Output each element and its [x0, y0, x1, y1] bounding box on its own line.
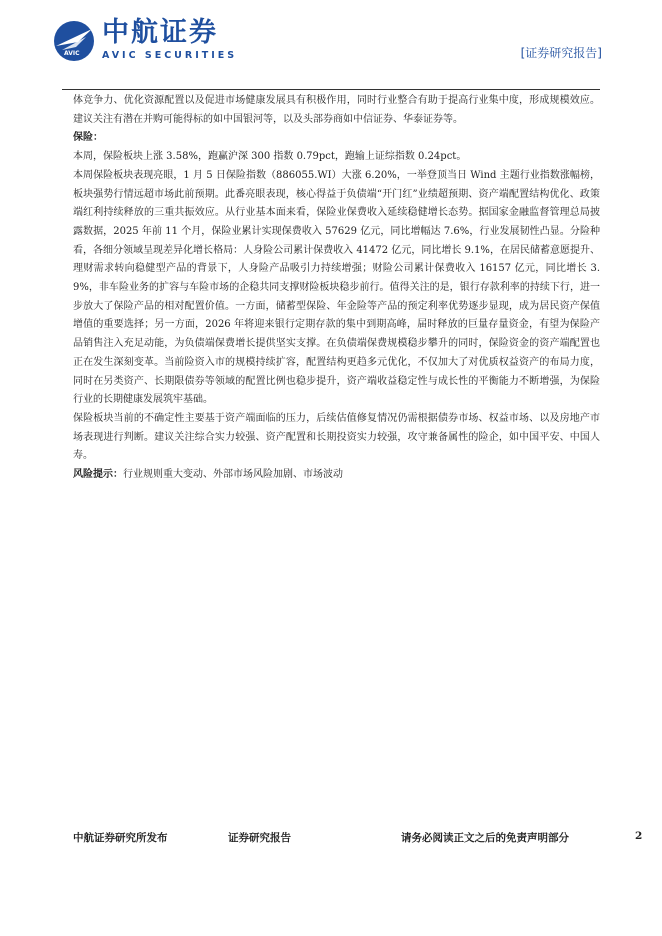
- risk-warning: [73, 466, 600, 485]
- paragraph-outlook: 保险板块当前的不确定性主要基于资产端面临的压力，后续估值修复情况仍需根据债券市场、权益市场、以及房地产市场表现进行判断。建议关注综合实力较强、资产配置和长期投资实力较强，攻守兼备属性的险企，如中国平安、中国人寿。: [73, 412, 600, 462]
- page-number: 2: [635, 830, 643, 842]
- risk-label: 风险提示：: [73, 469, 123, 481]
- footer-disclaimer: 请务必阅读正文之后的免责声明部分: [401, 832, 569, 844]
- header-divider: [62, 89, 600, 90]
- section-heading-insurance: 保险：: [73, 132, 103, 144]
- paragraph-analysis: 本周保险板块表现亮眼，1 月 5 日保险指数（886055.WI）大涨 6.20%，一举登顶当日 Wind 主题行业指数涨幅榜，板块强势行情远超市场此前预期。此番亮眼表现，核心得益于负债端“开门红”业绩超预期、资产端配置结构优化、政策端红利持续释放的三重共振效应。从行业基本面来看，保险业保费收入延续稳健增长态势。据国家金融监督管理总局披露数据，2025 年前 11 个月，保险业累计实现保费收入 57629 亿元，同比增幅达 7.6%，行业发展韧性凸显。分险种看，各细分领域呈现差异化增长格局：人身险公司累计保费收入 41472 亿元，同比增长 9.1%，在居民储蓄意愿提升、理财需求转向稳健型产品的背景下，人身险产品吸引力持续增强；财险公司累计保费收入 16157 亿元，同比增长 3.9%，非车险业务的扩容与车险市场的企稳共同支撑财险板块稳步前行。值得关注的是，银行存款利率的持续下行，进一步放大了保险产品的相对配置价值。一方面，储蓄型保险、年金险等产品的预定利率优势逐步显现，成为居民资产保值增值的重要选择；另一方面，2026 年将迎来银行定期存款的集中到期高峰，届时释放的巨量存量资金，有望为保险产品销售注入充足动能，为负债端保费增长提供坚实支撑。在负债端保费规模稳步攀升的同时，保险资金的资产端配置也正在发生深刻变革。当前险资入市的规模持续扩容，配置结构更趋多元优化，不仅加大了对优质权益资产的布局力度，同时在另类资产、长期限债券等领域的配置比例也稳步提升，资产端收益稳定性与成长性的平衡能力不断增强，为保险行业的长期健康发展筑牢基础。: [73, 169, 600, 406]
- footer-publisher: 中航证券研究所发布: [73, 832, 168, 844]
- footer-report-type: 证券研究报告: [228, 832, 291, 844]
- page-header: [0, 0, 662, 96]
- avic-logo-icon: [52, 20, 96, 62]
- paragraph-intro: 体竞争力、优化资源配置以及促进市场健康发展具有积极作用，同时行业整合有助于提高行业集中度，形成规模效应。建议关注有潜在并购可能得标的如中国银河等，以及头部券商如中信证券、华泰证券等。: [73, 95, 600, 125]
- brand-name-en: AVIC SECURITIES: [102, 50, 238, 61]
- paragraph-weekly-performance: 本周，保险板块上涨 3.58%，跑赢沪深 300 指数 0.79pct，跑输上证综指数 0.24pct。: [73, 151, 467, 163]
- report-tag: [证券研究报告]: [520, 46, 602, 60]
- risk-text: 行业规则重大变动、外部市场风险加剧、市场波动: [123, 469, 343, 481]
- logo-text: AVIC: [64, 50, 80, 57]
- brand-name-cn: 中航证券: [102, 17, 218, 48]
- report-body: [73, 92, 600, 485]
- brand: [102, 17, 237, 62]
- page-footer: [0, 826, 662, 846]
